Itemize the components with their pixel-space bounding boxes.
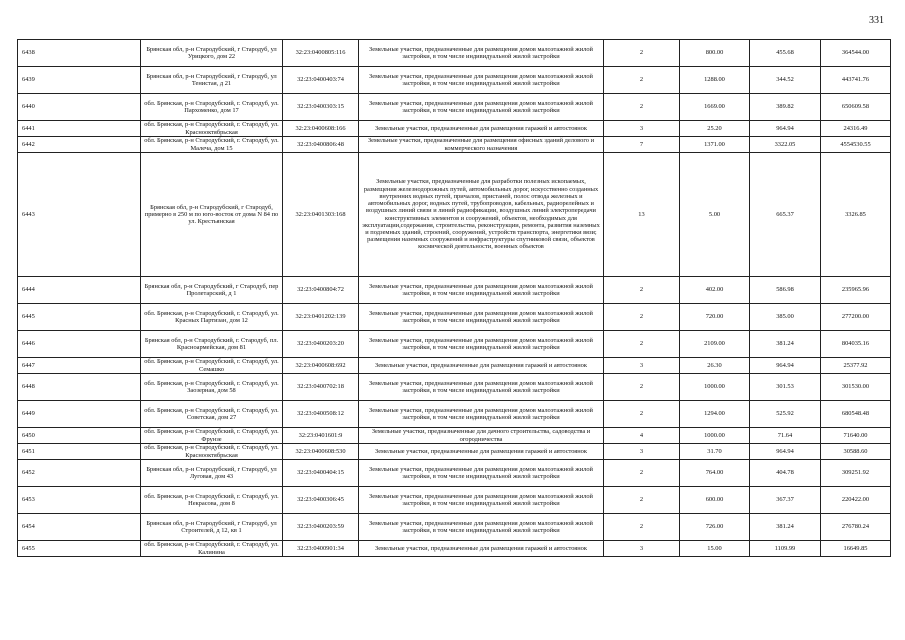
specific-value-cell: 381.24 bbox=[750, 514, 821, 541]
group-number-cell: 2 bbox=[604, 374, 680, 401]
address-cell: Брянская обл, р-н Стародубский, г. Стародуб, пл. Красноармейская, дом 81 bbox=[141, 331, 283, 358]
row-number-cell: 6455 bbox=[18, 541, 141, 557]
land-parcel-table bbox=[17, 39, 891, 557]
group-number-cell: 4 bbox=[604, 428, 680, 444]
group-number-cell: 3 bbox=[604, 444, 680, 460]
area-cell: 800.00 bbox=[680, 40, 750, 67]
group-number-cell: 2 bbox=[604, 514, 680, 541]
area-cell: 1288.00 bbox=[680, 67, 750, 94]
cadastral-value-cell: 16649.85 bbox=[821, 541, 891, 557]
cadastral-number-cell: 32:23:0400306:45 bbox=[283, 487, 359, 514]
table-row bbox=[18, 67, 891, 94]
cadastral-number-cell: 32:23:0400806:48 bbox=[283, 137, 359, 153]
row-number-cell: 6443 bbox=[18, 153, 141, 277]
cadastral-value-cell: 680548.48 bbox=[821, 401, 891, 428]
group-number-cell: 2 bbox=[604, 304, 680, 331]
cadastral-value-cell: 25377.92 bbox=[821, 358, 891, 374]
address-cell: Брянская обл, р-н Стародубский, г Стародуб, ул Урицкого, дом 22 bbox=[141, 40, 283, 67]
address-cell: Брянская обл, р-н Стародубский, г Стародуб, ул Строителей, д 12, кв 1 bbox=[141, 514, 283, 541]
table-row bbox=[18, 94, 891, 121]
group-number-cell: 7 bbox=[604, 137, 680, 153]
address-cell: обл. Брянская, р-н Стародубский, г. Стародуб, ул. Красных Партизан, дом 12 bbox=[141, 304, 283, 331]
address-cell: обл. Брянская, р-н Стародубский, г. Стародуб, ул. Малеча, дом 15 bbox=[141, 137, 283, 153]
table-row bbox=[18, 374, 891, 401]
table-row bbox=[18, 121, 891, 137]
page-number: 331 bbox=[869, 15, 884, 26]
table-row bbox=[18, 541, 891, 557]
cadastral-value-cell: 301530.00 bbox=[821, 374, 891, 401]
address-cell: обл. Брянская, р-н Стародубский, г. Стародуб, ул. Некрасова, дом 8 bbox=[141, 487, 283, 514]
group-number-cell: 3 bbox=[604, 541, 680, 557]
table-row bbox=[18, 358, 891, 374]
cadastral-number-cell: 32:23:0400508:12 bbox=[283, 401, 359, 428]
area-cell: 600.00 bbox=[680, 487, 750, 514]
land-use-cell: Земельные участки, предназначенные для размещения домов малоэтажной жилой застройки, в том числе индивидуальной жилой застройки bbox=[359, 40, 604, 67]
group-number-cell: 2 bbox=[604, 401, 680, 428]
address-cell: Брянская обл, р-н Стародубский, г Стародуб, пер Пролетарский, д 1 bbox=[141, 277, 283, 304]
group-number-cell: 2 bbox=[604, 67, 680, 94]
cadastral-number-cell: 32:23:0400608:692 bbox=[283, 358, 359, 374]
cadastral-value-cell: 443741.76 bbox=[821, 67, 891, 94]
table-row bbox=[18, 428, 891, 444]
area-cell: 26.30 bbox=[680, 358, 750, 374]
specific-value-cell: 665.37 bbox=[750, 153, 821, 277]
specific-value-cell: 344.52 bbox=[750, 67, 821, 94]
area-cell: 2109.00 bbox=[680, 331, 750, 358]
table-row bbox=[18, 401, 891, 428]
row-number-cell: 6440 bbox=[18, 94, 141, 121]
area-cell: 25.20 bbox=[680, 121, 750, 137]
cadastral-value-cell: 650609.58 bbox=[821, 94, 891, 121]
specific-value-cell: 455.68 bbox=[750, 40, 821, 67]
table-row bbox=[18, 137, 891, 153]
cadastral-number-cell: 32:23:0400608:166 bbox=[283, 121, 359, 137]
specific-value-cell: 1109.99 bbox=[750, 541, 821, 557]
land-use-cell: Земельные участки, предназначенные для размещения офисных зданий делового и коммерческого назначения bbox=[359, 137, 604, 153]
table-row bbox=[18, 277, 891, 304]
group-number-cell: 2 bbox=[604, 40, 680, 67]
cadastral-number-cell: 32:23:0400702:18 bbox=[283, 374, 359, 401]
cadastral-number-cell: 32:23:0400203:59 bbox=[283, 514, 359, 541]
specific-value-cell: 71.64 bbox=[750, 428, 821, 444]
area-cell: 1000.00 bbox=[680, 428, 750, 444]
land-use-cell: Земельные участки, предназначенные для размещения домов малоэтажной жилой застройки, в том числе индивидуальной жилой застройки bbox=[359, 514, 604, 541]
address-cell: обл. Брянская, р-н Стародубский, г. Стародуб, ул. Краснооктябрьская bbox=[141, 444, 283, 460]
land-use-cell: Земельные участки, предназначенные для разработки полезных ископаемых, размещения железнодорожных путей, автомобильных дорог, искусственно созданных внутренних водных путей, причалов, пристаней, полос отвода железных и автомобильных дорог, водных путей, трубопроводов, кабельных, радиорелейных и воздушных линий связи и линий радиофикации, воздушных линий электропередачи конструктивных элементов и сооружений, объектов, необходимых для эксплуатации,содержания, строительства, реконструкции, ремонта, развития наземных и подземных зданий, строений, сооружений, устройств транспорта, энергетики вязи; размещения наземных сооружений и инфраструктуры спутниковой связи, объектов космической деятельности, военных объектов bbox=[359, 153, 604, 277]
address-cell: обл. Брянская, р-н Стародубский, г. Стародуб, ул. Заозерная, дом 58 bbox=[141, 374, 283, 401]
group-number-cell: 2 bbox=[604, 487, 680, 514]
address-cell: обл. Брянская, р-н Стародубский, г. Стародуб, ул. Семашко bbox=[141, 358, 283, 374]
land-use-cell: Земельные участки, предназначенные для размещения домов малоэтажной жилой застройки, в том числе индивидуальной жилой застройки bbox=[359, 304, 604, 331]
cadastral-value-cell: 235965.96 bbox=[821, 277, 891, 304]
area-cell: 720.00 bbox=[680, 304, 750, 331]
address-cell: обл. Брянская, р-н Стародубский, г. Стародуб, ул. Калинина bbox=[141, 541, 283, 557]
cadastral-number-cell: 32:23:0401202:139 bbox=[283, 304, 359, 331]
cadastral-number-cell: 32:23:0400403:74 bbox=[283, 67, 359, 94]
row-number-cell: 6444 bbox=[18, 277, 141, 304]
cadastral-value-cell: 309251.92 bbox=[821, 460, 891, 487]
table-row bbox=[18, 460, 891, 487]
row-number-cell: 6442 bbox=[18, 137, 141, 153]
group-number-cell: 2 bbox=[604, 460, 680, 487]
specific-value-cell: 404.78 bbox=[750, 460, 821, 487]
land-use-cell: Земельные участки, предназначенные для размещения домов малоэтажной жилой застройки, в том числе индивидуальной жилой застройки bbox=[359, 331, 604, 358]
cadastral-number-cell: 32:23:0400608:530 bbox=[283, 444, 359, 460]
land-use-cell: Земельные участки, предназначенные для размещения гаражей и автостоянок bbox=[359, 541, 604, 557]
cadastral-value-cell: 24316.49 bbox=[821, 121, 891, 137]
cadastral-number-cell: 32:23:0401601:9 bbox=[283, 428, 359, 444]
row-number-cell: 6446 bbox=[18, 331, 141, 358]
cadastral-value-cell: 3326.85 bbox=[821, 153, 891, 277]
specific-value-cell: 389.82 bbox=[750, 94, 821, 121]
group-number-cell: 3 bbox=[604, 121, 680, 137]
area-cell: 726.00 bbox=[680, 514, 750, 541]
address-cell: обл. Брянская, р-н Стародубский, г. Стародуб, ул. Краснооктябрьская bbox=[141, 121, 283, 137]
area-cell: 402.00 bbox=[680, 277, 750, 304]
land-use-cell: Земельные участки, предназначенные для размещения домов малоэтажной жилой застройки, в том числе индивидуальной жилой застройки bbox=[359, 374, 604, 401]
table-body bbox=[18, 40, 891, 557]
address-cell: обл. Брянская, р-н Стародубский, г. Стародуб, ул. Фрунзе bbox=[141, 428, 283, 444]
area-cell: 1000.00 bbox=[680, 374, 750, 401]
row-number-cell: 6453 bbox=[18, 487, 141, 514]
address-cell: обл. Брянская, р-н Стародубский, г. Стародуб, ул. Советская, дом 27 bbox=[141, 401, 283, 428]
specific-value-cell: 3322.05 bbox=[750, 137, 821, 153]
specific-value-cell: 586.98 bbox=[750, 277, 821, 304]
land-use-cell: Земельные участки, предназначенные для размещения домов малоэтажной жилой застройки, в том числе индивидуальной жилой застройки bbox=[359, 401, 604, 428]
row-number-cell: 6448 bbox=[18, 374, 141, 401]
cadastral-number-cell: 32:23:0400901:34 bbox=[283, 541, 359, 557]
area-cell: 764.00 bbox=[680, 460, 750, 487]
specific-value-cell: 525.92 bbox=[750, 401, 821, 428]
cadastral-number-cell: 32:23:0400404:15 bbox=[283, 460, 359, 487]
row-number-cell: 6438 bbox=[18, 40, 141, 67]
address-cell: обл. Брянская, р-н Стародубский, г. Стародуб, ул. Пархоменко, дом 17 bbox=[141, 94, 283, 121]
land-use-cell: Земельные участки, предназначенные для размещения домов малоэтажной жилой застройки, в том числе индивидуальной жилой застройки bbox=[359, 67, 604, 94]
area-cell: 31.70 bbox=[680, 444, 750, 460]
cadastral-value-cell: 804035.16 bbox=[821, 331, 891, 358]
table-row bbox=[18, 487, 891, 514]
specific-value-cell: 381.24 bbox=[750, 331, 821, 358]
cadastral-value-cell: 364544.00 bbox=[821, 40, 891, 67]
land-use-cell: Земельные участки, предназначенные для размещения домов малоэтажной жилой застройки, в том числе индивидуальной жилой застройки bbox=[359, 277, 604, 304]
land-use-cell: Земельные участки, предназначенные для размещения гаражей и автостоянок bbox=[359, 121, 604, 137]
specific-value-cell: 964.94 bbox=[750, 358, 821, 374]
table-row bbox=[18, 331, 891, 358]
cadastral-number-cell: 32:23:0400303:15 bbox=[283, 94, 359, 121]
cadastral-number-cell: 32:23:0400805:116 bbox=[283, 40, 359, 67]
table-row bbox=[18, 40, 891, 67]
row-number-cell: 6447 bbox=[18, 358, 141, 374]
land-use-cell: Земельные участки, предназначенные для размещения гаражей и автостоянок bbox=[359, 358, 604, 374]
cadastral-number-cell: 32:23:0401303:168 bbox=[283, 153, 359, 277]
row-number-cell: 6450 bbox=[18, 428, 141, 444]
table-row bbox=[18, 514, 891, 541]
specific-value-cell: 367.37 bbox=[750, 487, 821, 514]
table-row bbox=[18, 444, 891, 460]
cadastral-number-cell: 32:23:0400203:20 bbox=[283, 331, 359, 358]
group-number-cell: 2 bbox=[604, 331, 680, 358]
land-use-cell: Земельные участки, предназначенные для размещения домов малоэтажной жилой застройки, в том числе индивидуальной жилой застройки bbox=[359, 460, 604, 487]
specific-value-cell: 964.94 bbox=[750, 121, 821, 137]
group-number-cell: 13 bbox=[604, 153, 680, 277]
area-cell: 5.00 bbox=[680, 153, 750, 277]
land-use-cell: Земельные участки, предназначенные для размещения домов малоэтажной жилой застройки, в том числе индивидуальной жилой застройки bbox=[359, 94, 604, 121]
group-number-cell: 2 bbox=[604, 277, 680, 304]
cadastral-value-cell: 71640.00 bbox=[821, 428, 891, 444]
cadastral-value-cell: 4554530.55 bbox=[821, 137, 891, 153]
group-number-cell: 3 bbox=[604, 358, 680, 374]
cadastral-value-cell: 30588.60 bbox=[821, 444, 891, 460]
specific-value-cell: 385.00 bbox=[750, 304, 821, 331]
area-cell: 15.00 bbox=[680, 541, 750, 557]
land-use-cell: Земельные участки, предназначенные для размещения гаражей и автостоянок bbox=[359, 444, 604, 460]
area-cell: 1294.00 bbox=[680, 401, 750, 428]
row-number-cell: 6452 bbox=[18, 460, 141, 487]
group-number-cell: 2 bbox=[604, 94, 680, 121]
table-row bbox=[18, 304, 891, 331]
row-number-cell: 6441 bbox=[18, 121, 141, 137]
land-use-cell: Земельные участки, предназначенные для размещения домов малоэтажной жилой застройки, в том числе индивидуальной жилой застройки bbox=[359, 487, 604, 514]
cadastral-number-cell: 32:23:0400804:72 bbox=[283, 277, 359, 304]
cadastral-value-cell: 277200.00 bbox=[821, 304, 891, 331]
specific-value-cell: 964.94 bbox=[750, 444, 821, 460]
address-cell: Брянская обл, р-н Стародубский, г Стародуб, ул Тенистая, д 21 bbox=[141, 67, 283, 94]
area-cell: 1371.00 bbox=[680, 137, 750, 153]
address-cell: Брянская обл, р-н Стародубский, г Стародуб, ул Луговая, дом 43 bbox=[141, 460, 283, 487]
row-number-cell: 6449 bbox=[18, 401, 141, 428]
row-number-cell: 6439 bbox=[18, 67, 141, 94]
address-cell: Брянская обл, р-н Стародубский, г Стародуб, примерно в 250 м по юго-восток от дома N 84 по ул. Крестьянская bbox=[141, 153, 283, 277]
land-use-cell: Земельные участки, предназначенные для дачного строительства, садоводства и огородничества bbox=[359, 428, 604, 444]
cadastral-value-cell: 220422.00 bbox=[821, 487, 891, 514]
cadastral-value-cell: 276780.24 bbox=[821, 514, 891, 541]
area-cell: 1669.00 bbox=[680, 94, 750, 121]
row-number-cell: 6445 bbox=[18, 304, 141, 331]
row-number-cell: 6454 bbox=[18, 514, 141, 541]
table-row bbox=[18, 153, 891, 277]
row-number-cell: 6451 bbox=[18, 444, 141, 460]
specific-value-cell: 301.53 bbox=[750, 374, 821, 401]
